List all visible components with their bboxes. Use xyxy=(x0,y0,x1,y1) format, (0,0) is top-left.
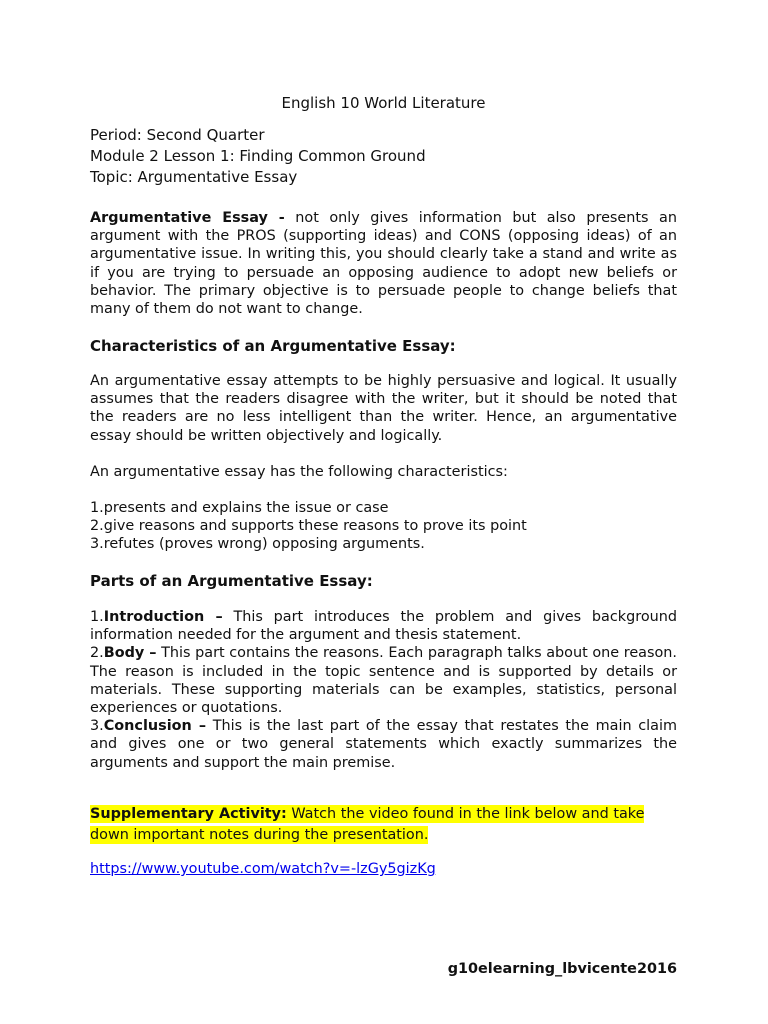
period-line: Period: Second Quarter xyxy=(90,126,265,144)
definition-paragraph xyxy=(90,209,677,318)
part-conclusion: 3.Conclusion – This is the last part of the essay that restates the main claim and gives one or two general statements which exactly summarizes the arguments and support the main premise. xyxy=(90,718,677,771)
list-item: 2.give reasons and supports these reasons to prove its point xyxy=(90,518,527,535)
definition-term: Argumentative Essay - xyxy=(90,210,285,226)
supplementary-activity xyxy=(90,804,644,846)
activity-text-1: Watch the video found in the link below and take xyxy=(286,806,645,822)
document-title: English 10 World Literature xyxy=(281,94,486,112)
part-term: Introduction – xyxy=(103,609,223,625)
activity-label: Supplementary Activity: xyxy=(90,806,287,822)
list-item: 1.presents and explains the issue or case xyxy=(90,500,389,516)
footer-credit: g10elearning_lbvicente2016 xyxy=(447,961,677,977)
part-body: 2.Body – This part contains the reasons. Each paragraph talks about one reason. The reason is included in the topic sentence and is supported by details or materials. These supporting materials can be examples, statistics, personal experiences or quotations. xyxy=(90,645,677,717)
characteristics-intro: An argumentative essay has the following characteristics: xyxy=(90,464,508,480)
activity-text-2: down important notes during the presentation. xyxy=(90,827,429,843)
definition-text: not only gives information but also presents an argument with the PROS (supporting ideas) and CONS (opposing ideas) of an argumentative issue. In writing this, you should clearly take a stand and write as if you are trying to persuade an opposing audience to adopt new beliefs or behavior. The primary objective is to persuade people to change beliefs that many of them do not want to change. xyxy=(90,210,677,318)
characteristics-list xyxy=(90,499,677,554)
parts-list xyxy=(90,608,677,772)
list-item: 3.refutes (proves wrong) opposing arguments. xyxy=(90,536,425,553)
characteristics-heading: Characteristics of an Argumentative Essay: xyxy=(90,337,456,355)
topic-line: Topic: Argumentative Essay xyxy=(90,168,298,186)
lesson-meta xyxy=(90,125,677,188)
part-introduction: 1.Introduction – This part introduces the problem and gives background information needed for the argument and thesis statement. xyxy=(90,609,678,644)
characteristics-paragraph: An argumentative essay attempts to be highly persuasive and logical. It usually assumes that the readers disagree with the writer, but it should be noted that the readers are no less intelligent than the writer. Hence, an argumentative essay should be written objectively and logically. xyxy=(90,373,677,444)
part-term: Body – xyxy=(103,645,157,662)
part-term: Conclusion – xyxy=(103,718,207,735)
parts-heading: Parts of an Argumentative Essay: xyxy=(90,572,373,590)
video-link[interactable]: https://www.youtube.com/watch?v=-lzGy5gizKg xyxy=(90,861,436,877)
module-line: Module 2 Lesson 1: Finding Common Ground xyxy=(90,147,426,165)
